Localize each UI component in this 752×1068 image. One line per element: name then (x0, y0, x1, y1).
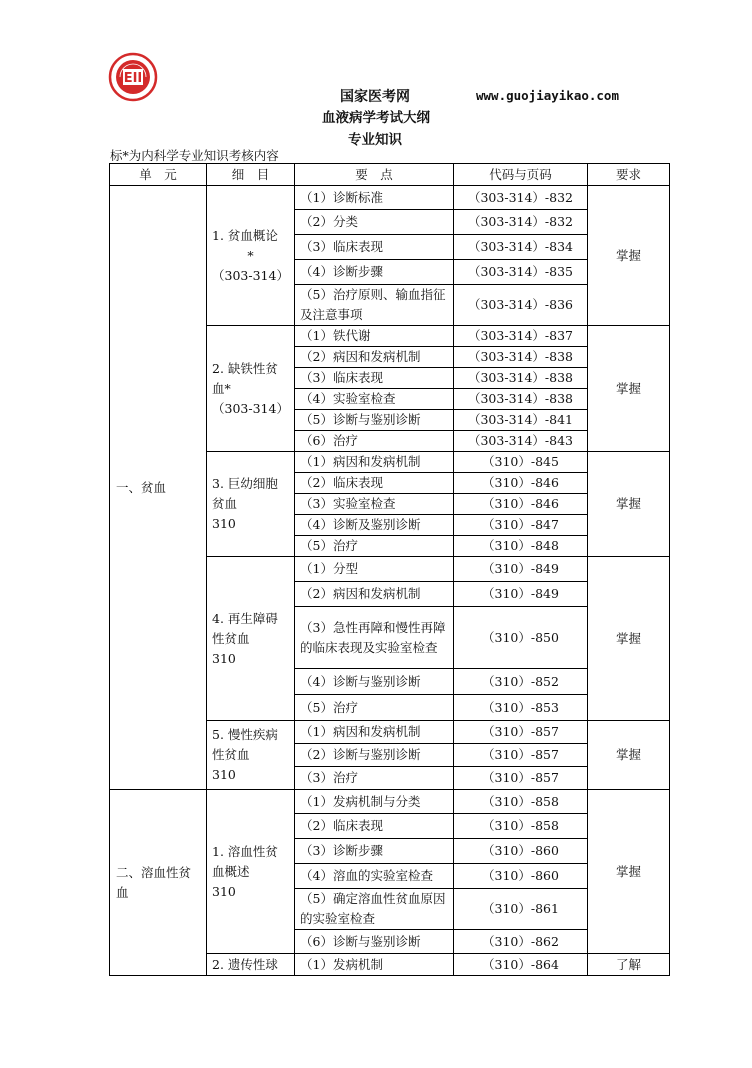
requirement-cell: 了解 (588, 954, 670, 976)
code-cell: （303-314）-834 (454, 235, 588, 260)
point-cell: （3）临床表现 (295, 235, 454, 260)
point-cell: （3）临床表现 (295, 368, 454, 389)
footnote-note: 标*为内科学专业知识考核内容 (110, 148, 279, 163)
point-cell: （3）诊断步骤 (295, 839, 454, 864)
point-cell: （6）诊断与鉴别诊断 (295, 930, 454, 954)
code-cell: （303-314）-843 (454, 431, 588, 452)
code-cell: （303-314）-838 (454, 389, 588, 410)
subsection-line: （303-314） (212, 400, 289, 416)
unit-cell: 二、溶血性贫血 (110, 790, 207, 976)
subsection-cell (207, 790, 295, 954)
header-subsection: 细 目 (207, 164, 295, 186)
site-logo (108, 52, 158, 102)
code-cell: （310）-846 (454, 494, 588, 515)
subsection-cell (207, 326, 295, 452)
code-cell: （303-314）-838 (454, 347, 588, 368)
code-cell: （310）-857 (454, 744, 588, 767)
header-points: 要 点 (295, 164, 454, 186)
point-cell: （3）实验室检查 (295, 494, 454, 515)
subsection-line: 血* (212, 380, 231, 396)
code-cell: （310）-858 (454, 814, 588, 839)
code-cell: （303-314）-836 (454, 285, 588, 326)
header-unit: 单 元 (110, 164, 207, 186)
code-cell: （310）-857 (454, 767, 588, 790)
code-cell: （310）-860 (454, 864, 588, 889)
point-cell: （5）确定溶血性贫血原因的实验室检查 (295, 889, 454, 930)
point-cell: （2）临床表现 (295, 473, 454, 494)
svg-text:EII: EII (123, 71, 143, 86)
header-code: 代码与页码 (454, 164, 588, 186)
subsection-line: * (247, 247, 254, 263)
section-title: 专业知识 (348, 132, 402, 148)
subsection-line: 4. 再生障碍 (212, 610, 278, 626)
point-cell: （6）治疗 (295, 431, 454, 452)
site-url[interactable]: www.guojiayikao.com (476, 88, 619, 103)
code-cell: （303-314）-841 (454, 410, 588, 431)
point-cell: （4）诊断及鉴别诊断 (295, 515, 454, 536)
point-cell: （2）临床表现 (295, 814, 454, 839)
code-cell: （310）-857 (454, 721, 588, 744)
point-cell: （4）诊断步骤 (295, 260, 454, 285)
subsection-line: （303-314） (212, 267, 289, 283)
syllabus-table (109, 163, 670, 976)
site-name: 国家医考网 (340, 89, 410, 105)
requirement-cell: 掌握 (588, 790, 670, 954)
header-requirement: 要求 (588, 164, 670, 186)
code-cell: （303-314）-838 (454, 368, 588, 389)
point-cell: （5）治疗 (295, 536, 454, 557)
subsection-cell (207, 954, 295, 976)
code-cell: （303-314）-832 (454, 186, 588, 210)
code-cell: （310）-848 (454, 536, 588, 557)
subsection-line: 血概述 (212, 863, 250, 879)
table-row (110, 790, 670, 814)
point-cell: （5）诊断与鉴别诊断 (295, 410, 454, 431)
table-row (110, 186, 670, 210)
requirement-cell: 掌握 (588, 557, 670, 721)
code-cell: （310）-847 (454, 515, 588, 536)
code-cell: （303-314）-832 (454, 210, 588, 235)
point-cell: （1）病因和发病机制 (295, 452, 454, 473)
code-cell: （303-314）-837 (454, 326, 588, 347)
point-cell: （4）溶血的实验室检查 (295, 864, 454, 889)
subsection-line: 310 (212, 650, 236, 666)
code-cell: （310）-846 (454, 473, 588, 494)
unit-cell: 一、贫血 (110, 186, 207, 790)
code-cell: （310）-858 (454, 790, 588, 814)
requirement-cell: 掌握 (588, 186, 670, 326)
point-cell: （1）诊断标准 (295, 186, 454, 210)
code-cell: （310）-862 (454, 930, 588, 954)
subsection-line: 性贫血 (212, 747, 250, 762)
point-cell: （4）诊断与鉴别诊断 (295, 669, 454, 695)
point-cell: （2）诊断与鉴别诊断 (295, 744, 454, 767)
point-cell: （1）发病机制 (295, 954, 454, 976)
requirement-cell: 掌握 (588, 721, 670, 790)
code-cell: （310）-853 (454, 695, 588, 721)
code-cell: （310）-861 (454, 889, 588, 930)
code-cell: （310）-849 (454, 582, 588, 607)
point-cell: （2）病因和发病机制 (295, 347, 454, 368)
code-cell: （310）-860 (454, 839, 588, 864)
subsection-line: 2. 缺铁性贫 (212, 360, 278, 376)
point-cell: （1）分型 (295, 557, 454, 582)
requirement-cell: 掌握 (588, 326, 670, 452)
subsection-line: 性贫血 (212, 630, 250, 646)
exam-title: 血液病学考试大纲 (322, 110, 430, 126)
code-cell: （310）-852 (454, 669, 588, 695)
code-cell: （310）-849 (454, 557, 588, 582)
code-cell: （310）-864 (454, 954, 588, 976)
point-cell: （4）实验室检查 (295, 389, 454, 410)
code-cell: （310）-850 (454, 607, 588, 669)
code-cell: （310）-845 (454, 452, 588, 473)
point-cell: （5）治疗 (295, 695, 454, 721)
subsection-line: 2. 遗传性球 (212, 956, 278, 972)
subsection-line: 3. 巨幼细胞 (212, 476, 278, 491)
point-cell: （5）治疗原则、输血指征及注意事项 (295, 285, 454, 326)
subsection-line: 310 (212, 883, 236, 899)
point-cell: （2）分类 (295, 210, 454, 235)
requirement-cell: 掌握 (588, 452, 670, 557)
point-cell: （2）病因和发病机制 (295, 582, 454, 607)
subsection-cell (207, 452, 295, 557)
point-cell: （1）病因和发病机制 (295, 721, 454, 744)
code-cell: （303-314）-835 (454, 260, 588, 285)
subsection-line: 1. 溶血性贫 (212, 843, 278, 859)
table-header-row (110, 164, 670, 186)
subsection-line: 1. 贫血概论 (212, 227, 278, 243)
point-cell: （3）治疗 (295, 767, 454, 790)
subsection-cell (207, 721, 295, 790)
subsection-cell (207, 186, 295, 326)
point-cell: （1）铁代谢 (295, 326, 454, 347)
subsection-line: 310 (212, 516, 236, 531)
point-cell: （1）发病机制与分类 (295, 790, 454, 814)
subsection-line: 310 (212, 767, 236, 782)
point-cell: （3）急性再障和慢性再障的临床表现及实验室检查 (295, 607, 454, 669)
subsection-line: 5. 慢性疾病 (212, 727, 278, 742)
table-body (110, 186, 670, 976)
subsection-cell (207, 557, 295, 721)
subsection-line: 贫血 (212, 496, 238, 511)
